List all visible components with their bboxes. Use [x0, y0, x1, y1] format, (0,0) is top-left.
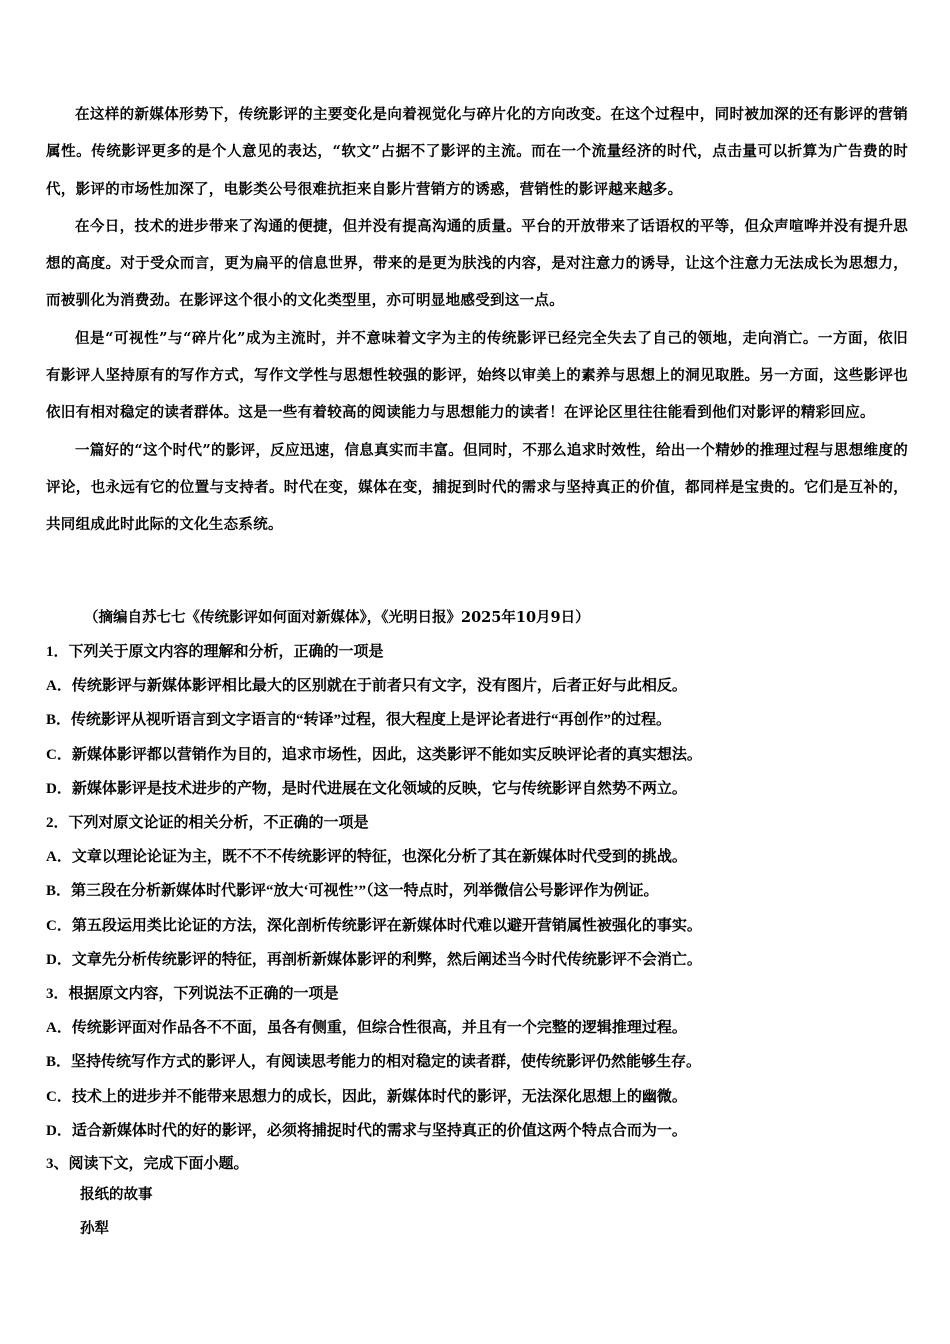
passage-paragraph-4: 一篇好的“这个时代”的影评，反应迅速，信息真实而丰富。但同时，不那么追求时效性，给出一个精妙的推理过程与思想维度的评论，也永远有它的位置与支持者。时代在变，媒体在变，捕捉到时代的需求与坚持真正的价值，都同样是宝贵的。它们是互补的，共同组成此时此际的文化生态系统。	[46, 441, 908, 534]
question-2-option-d: D．文章先分析传统影评的特征，再剖析新媒体影评的利弊，然后阐述当今时代传统影评不会消亡。	[46, 951, 702, 968]
question-list	[46, 635, 916, 1148]
passage-paragraph-3: 但是“可视性”与“碎片化”成为主流时，并不意味着文字为主的传统影评已经完全失去了自己的领地，走向消亡。一方面，依旧有影评人坚持原有的写作方式，写作文学性与思想性较强的影评，始终以审美上的素养与思想上的洞见取胜。另一方面，这些影评也依旧有相对稳定的读者群体。这是一些有着较高的阅读能力与思想能力的读者！在评论区里往往能看到他们对影评的精彩回应。	[46, 329, 908, 422]
passage-source: （摘编自苏七七《传统影评如何面对新媒体》，《光明日报》2025年10月9日）	[84, 609, 590, 626]
question-3-option-a: A．传统影评面对作品各不不面，虽各有侧重，但综合性很高，并且有一个完整的逻辑推理过程。	[46, 1020, 687, 1037]
question-3-option-d: D．适合新媒体时代的好的影评，必须将捕捉时代的需求与坚持真正的价值这两个特点合而为一。	[46, 1122, 687, 1139]
question-3-option-b: B．坚持传统写作方式的影评人，有阅读思考能力的相对稳定的读者群，使传统影评仍然能够生存。	[46, 1054, 702, 1071]
question-3-option-c: C．技术上的进步并不能带来思想力的成长，因此，新媒体时代的影评，无法深化思想上的幽微。	[46, 1088, 687, 1105]
question-2-option-b: B．第三段在分析新媒体时代影评“放大‘可视性’”（这一特点时，列举微信公号影评作为例证。	[46, 883, 659, 900]
passage-paragraph-1: 在这样的新媒体形势下，传统影评的主要变化是向着视觉化与碎片化的方向改变。在这个过程中，同时被加深的还有影评的营销属性。传统影评更多的是个人意见的表达，“软文”占据不了影评的主流。而在一个流量经济的时代，点击量可以折算为广告费的时代，影评的市场性加深了，电影类公号很难抗拒来自影片营销方的诱惑，营销性的影评越来越多。	[46, 106, 908, 198]
reading-passage	[46, 96, 908, 544]
question-1-option-b: B．传统影评从视听语言到文字语言的“转译”过程，很大程度上是评论者进行“再创作”的过程。	[46, 712, 672, 729]
question-3-stem: 3．根据原文内容，下列说法不正确的一项是	[46, 986, 339, 1003]
question-1-option-c: C．新媒体影评都以营销作为目的，追求市场性，因此，这类影评不能如实反映评论者的真实想法。	[46, 746, 702, 763]
story-author: 孙犁	[80, 1220, 109, 1237]
question-2-option-c: C．第五段运用类比论证的方法，深化剖析传统影评在新媒体时代难以避开营销属性被强化的事实。	[46, 917, 702, 934]
passage-paragraph-2: 在今日，技术的进步带来了沟通的便捷，但并没有提高沟通的质量。平台的开放带来了话语权的平等，但众声喧哗并没有提升思想的高度。对于受众而言，更为扁平的信息世界，带来的是更为肤浅的内容，是对注意力的诱导，让这个注意力无法成长为思想力，而被驯化为消费劲。在影评这个很小的文化类型里，亦可明显地感受到这一点。	[46, 217, 908, 310]
question-1-option-a: A．传统影评与新媒体影评相比最大的区别就在于前者只有文字，没有图片，后者正好与此相反。	[46, 678, 687, 695]
story-title: 报纸的故事	[80, 1186, 153, 1203]
question-2-option-a: A．文章以理论论证为主，既不不不传统影评的特征，也深化分析了其在新媒体时代受到的挑战。	[46, 849, 687, 866]
section-heading: 3、阅读下文，完成下面小题。	[46, 1156, 249, 1172]
question-1-stem: 1．下列关于原文内容的理解和分析，正确的一项是	[46, 644, 384, 660]
question-2-stem: 2．下列对原文论证的相关分析，不正确的一项是	[46, 815, 369, 832]
question-1-option-d: D．新媒体影评是技术进步的产物，是时代进展在文化领域的反映，它与传统影评自然势不两立。	[46, 780, 687, 797]
